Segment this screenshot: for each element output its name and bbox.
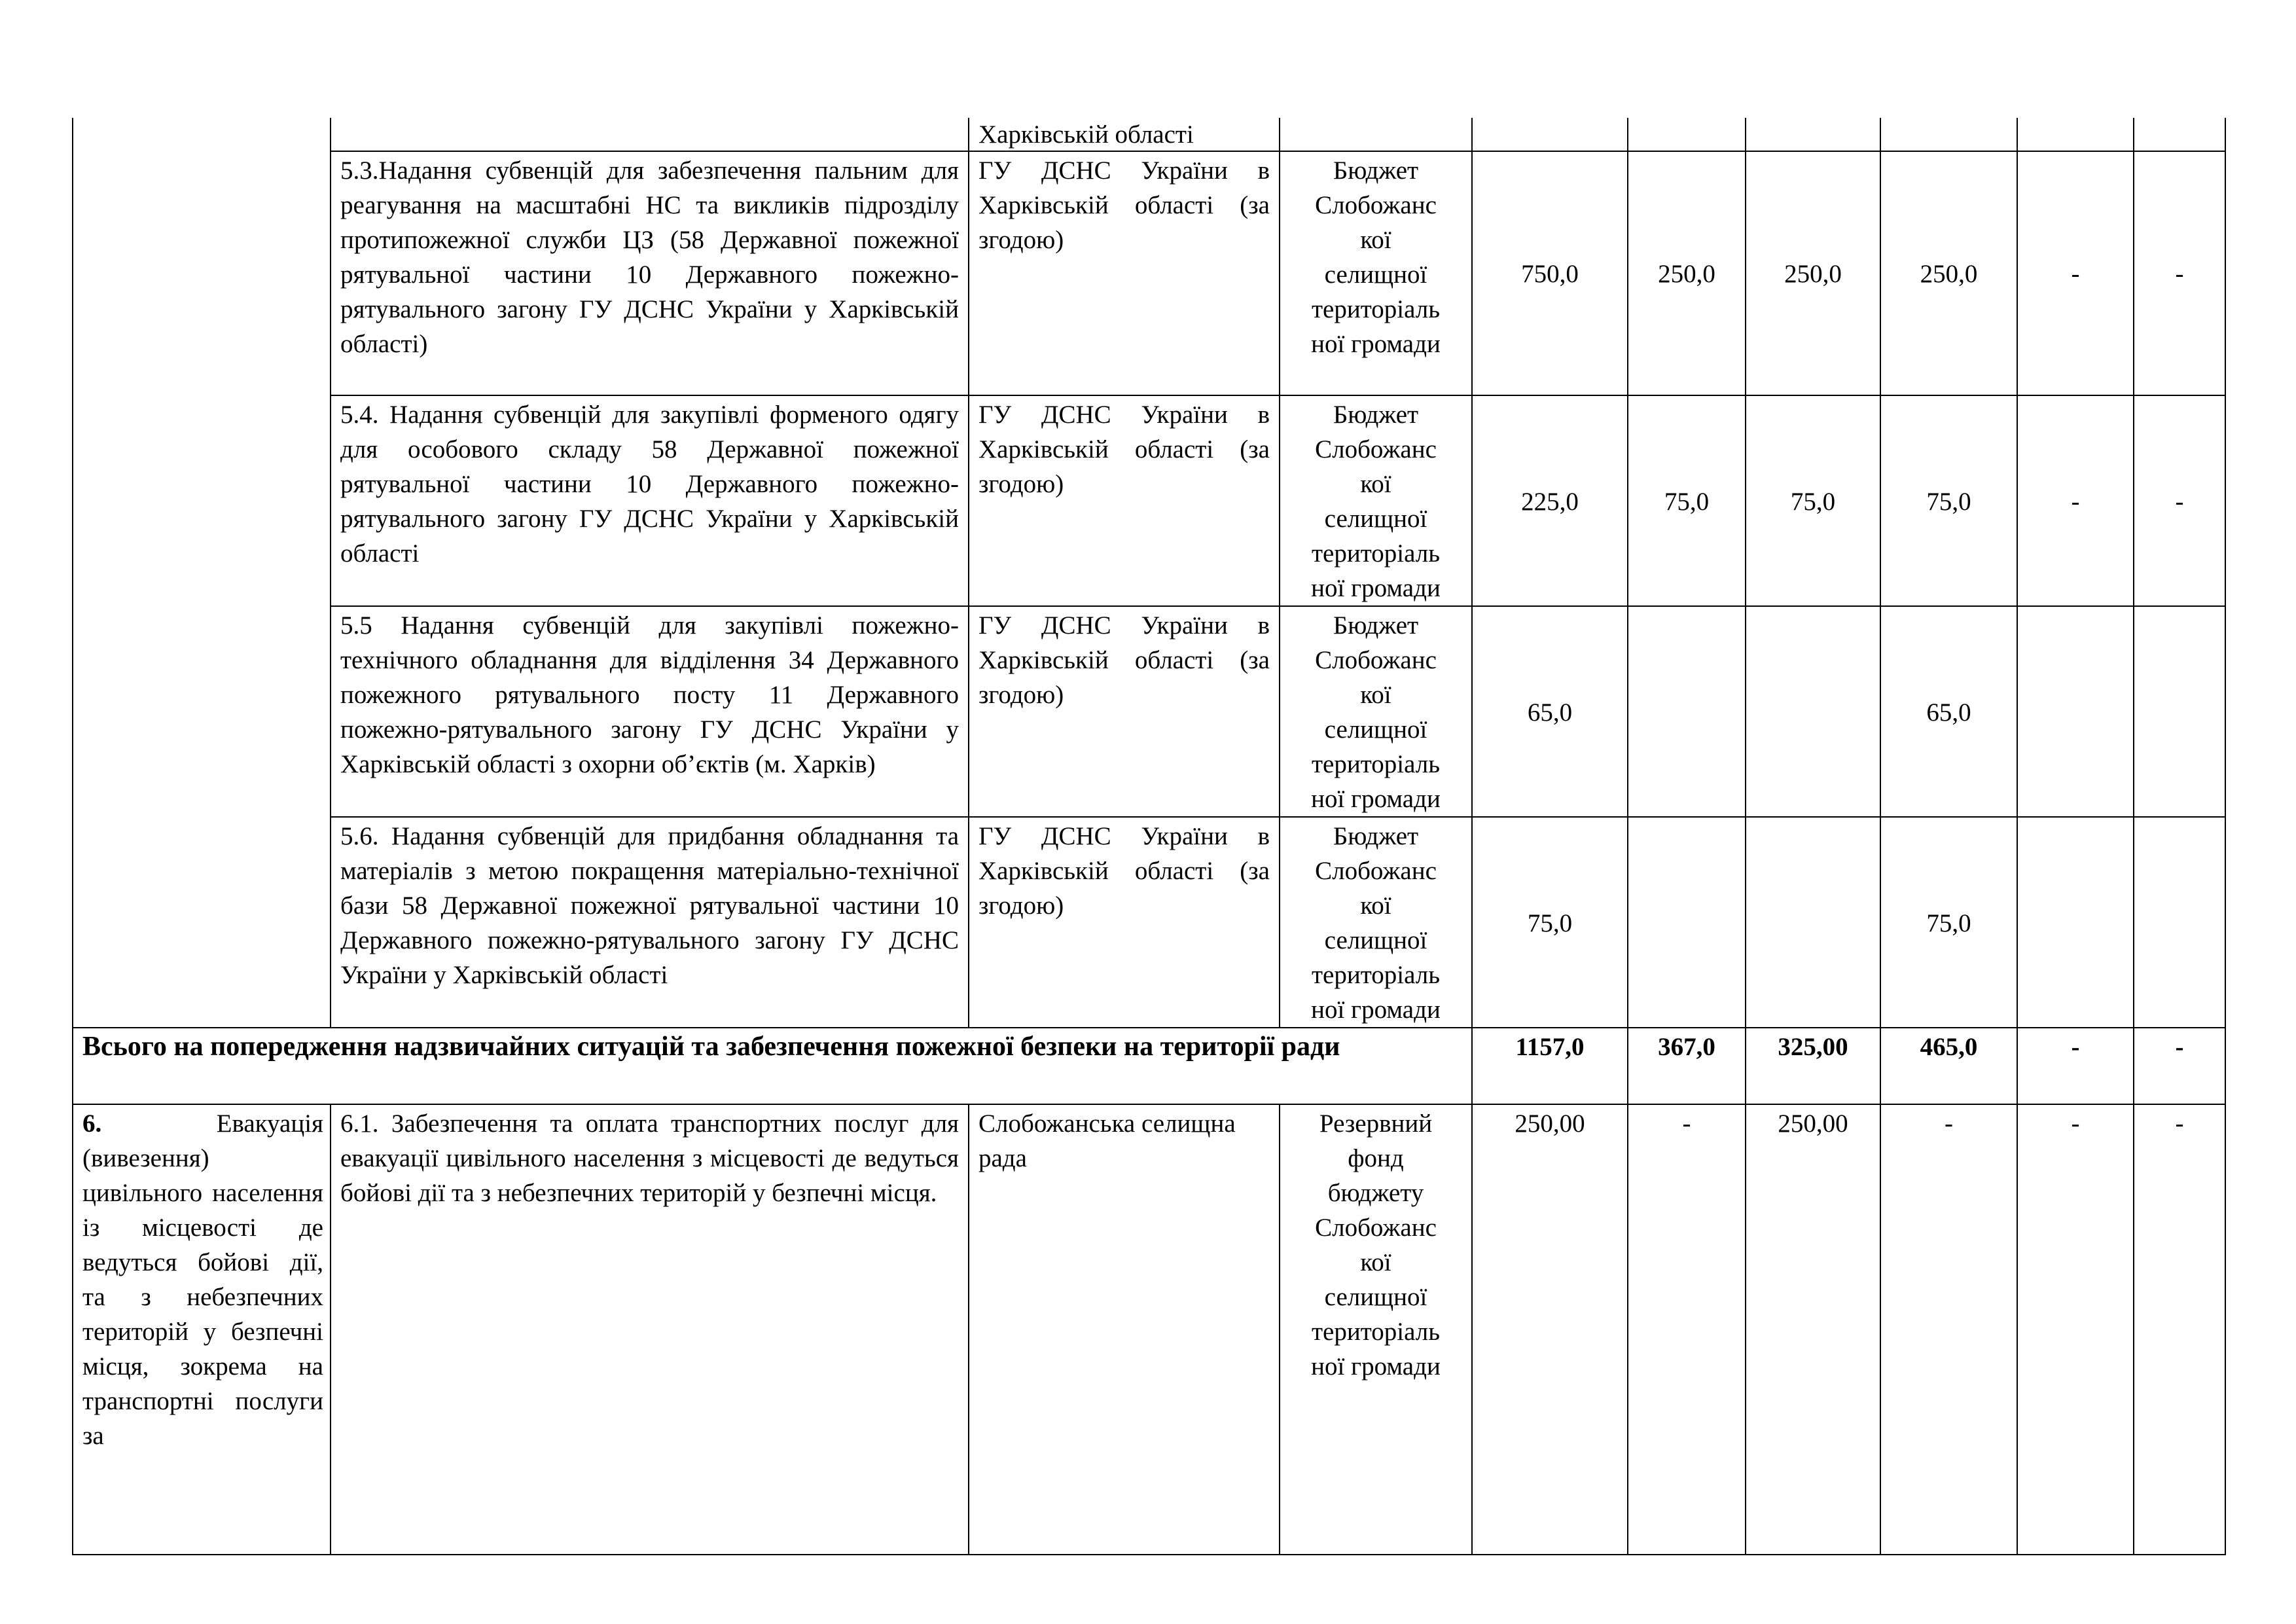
direction-cell bbox=[73, 118, 331, 151]
total-cell: 65,0 bbox=[1472, 606, 1628, 817]
extra1-cell: - bbox=[2017, 151, 2134, 395]
year2-cell: 250,0 bbox=[1746, 151, 1880, 395]
table-row bbox=[73, 817, 2225, 1028]
continuation-row bbox=[73, 118, 2225, 151]
total-cell: 75,0 bbox=[1472, 817, 1628, 1028]
year1-cell: 367,0 bbox=[1628, 1028, 1746, 1104]
year1-cell bbox=[1628, 118, 1746, 151]
year2-cell bbox=[1746, 606, 1880, 817]
extra2-cell bbox=[2134, 118, 2225, 151]
extra1-cell bbox=[2017, 817, 2134, 1028]
executor-cell: ГУ ДСНС України в Харківській області (за згодою) bbox=[969, 606, 1280, 817]
task-cell: 5.5 Надання субвенцій для закупівлі пожежно-технічного обладнання для відділення 34 Державного пожежного рятувального посту 11 Державного пожежно-рятувального загону ГУ ДСНС України у Харківській області з охорни об’єктів (м. Харків) bbox=[331, 606, 969, 817]
year1-cell: - bbox=[1628, 1104, 1746, 1555]
year1-cell bbox=[1628, 606, 1746, 817]
task-cell bbox=[331, 118, 969, 151]
extra2-cell: - bbox=[2134, 151, 2225, 395]
direction-cell bbox=[73, 1104, 331, 1555]
extra1-cell: - bbox=[2017, 395, 2134, 606]
year1-cell: 75,0 bbox=[1628, 395, 1746, 606]
table-row bbox=[73, 151, 2225, 395]
source-cell: Бюджет Слобожанс кої селищної територіаль ної громади bbox=[1280, 151, 1472, 395]
source-cell: Бюджет Слобожанс кої селищної територіаль ної громади bbox=[1280, 817, 1472, 1028]
task-cell: 6.1. Забезпечення та оплата транспортних послуг для евакуації цивільного населення з місцевості де ведуться бойові дії та з небезпечних територій у безпечні місця. bbox=[331, 1104, 969, 1555]
executor-cell: ГУ ДСНС України в Харківській області (за згодою) bbox=[969, 395, 1280, 606]
total-cell: 250,00 bbox=[1472, 1104, 1628, 1555]
year2-cell bbox=[1746, 817, 1880, 1028]
executor-cell: ГУ ДСНС України в Харківській області (за згодою) bbox=[969, 151, 1280, 395]
table-row bbox=[73, 606, 2225, 817]
year2-cell: 250,00 bbox=[1746, 1104, 1880, 1555]
year2-cell: 325,00 bbox=[1746, 1028, 1880, 1104]
year2-cell bbox=[1746, 118, 1880, 151]
year3-cell: 75,0 bbox=[1880, 817, 2017, 1028]
year3-cell: 465,0 bbox=[1880, 1028, 2017, 1104]
task-cell: 5.6. Надання субвенцій для придбання обладнання та матеріалів з метою покращення матеріально-технічної бази 58 Державної пожежної рятувальної частини 10 Державного пожежно-рятувального загону ГУ ДСНС України у Харківській області bbox=[331, 817, 969, 1028]
section-title: Евакуація (вивезення) цивільного населення із місцевості де ведуться бойові дії, та з небезпечних територій у безпечні місця, зокрема на транспортні послуги за bbox=[82, 1110, 323, 1450]
extra2-cell: - bbox=[2134, 1104, 2225, 1555]
total-cell: 1157,0 bbox=[1472, 1028, 1628, 1104]
total-cell: 225,0 bbox=[1472, 395, 1628, 606]
year3-cell: 250,0 bbox=[1880, 151, 2017, 395]
direction-cell bbox=[73, 151, 331, 1028]
total-label: Всього на попередження надзвичайних ситуацій та забезпечення пожежної безпеки на території ради bbox=[73, 1028, 1472, 1104]
section-6-row bbox=[73, 1104, 2225, 1555]
source-cell bbox=[1280, 118, 1472, 151]
source-cell: Бюджет Слобожанс кої селищної територіаль ної громади bbox=[1280, 395, 1472, 606]
task-cell: 5.3.Надання субвенцій для забезпечення пальним для реагування на масштабні НС та викликів підрозділу протипожежної служби ЦЗ (58 Державної пожежної рятувальної частини 10 Державного пожежно-рятувального загону ГУ ДСНС України у Харківській області) bbox=[331, 151, 969, 395]
extra1-cell: - bbox=[2017, 1028, 2134, 1104]
task-cell: 5.4. Надання субвенцій для закупівлі форменого одягу для особового складу 58 Державної пожежної рятувальної частини 10 Державного пожежно-рятувального загону ГУ ДСНС України у Харківській області bbox=[331, 395, 969, 606]
year1-cell: 250,0 bbox=[1628, 151, 1746, 395]
total-cell bbox=[1472, 118, 1628, 151]
executor-cell: Харківській області bbox=[969, 118, 1280, 151]
extra2-cell bbox=[2134, 817, 2225, 1028]
program-table bbox=[72, 118, 2226, 1555]
extra1-cell bbox=[2017, 118, 2134, 151]
executor-cell: Слобожанська селищна рада bbox=[969, 1104, 1280, 1555]
year3-cell: - bbox=[1880, 1104, 2017, 1555]
extra2-cell bbox=[2134, 606, 2225, 817]
table-row bbox=[73, 395, 2225, 606]
section-number: 6. bbox=[82, 1110, 102, 1138]
year3-cell: 65,0 bbox=[1880, 606, 2017, 817]
year1-cell bbox=[1628, 817, 1746, 1028]
total-row bbox=[73, 1028, 2225, 1104]
year3-cell: 75,0 bbox=[1880, 395, 2017, 606]
extra1-cell bbox=[2017, 606, 2134, 817]
executor-cell: ГУ ДСНС України в Харківській області (за згодою) bbox=[969, 817, 1280, 1028]
extra1-cell: - bbox=[2017, 1104, 2134, 1555]
total-cell: 750,0 bbox=[1472, 151, 1628, 395]
source-cell: Бюджет Слобожанс кої селищної територіаль ної громади bbox=[1280, 606, 1472, 817]
source-cell: Резервний фонд бюджету Слобожанс кої селищної територіаль ної громади bbox=[1280, 1104, 1472, 1555]
year3-cell bbox=[1880, 118, 2017, 151]
extra2-cell: - bbox=[2134, 1028, 2225, 1104]
year2-cell: 75,0 bbox=[1746, 395, 1880, 606]
extra2-cell: - bbox=[2134, 395, 2225, 606]
